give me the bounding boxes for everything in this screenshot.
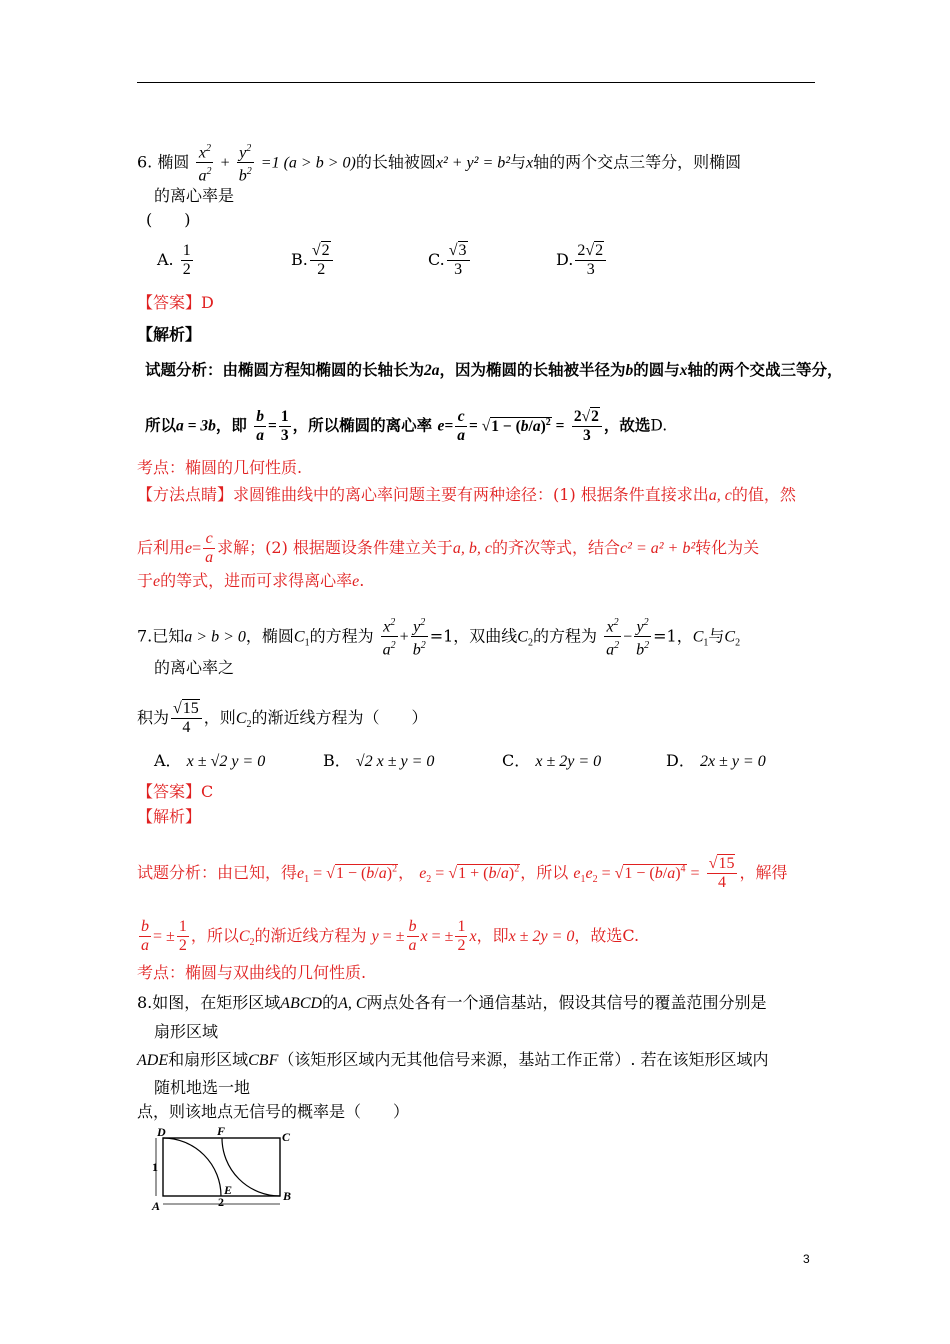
label-two: 2: [218, 1195, 224, 1209]
q7-option-a: A． x ± √2 y = 0: [154, 751, 266, 770]
q6-option-d: D. $\frac{2√2}{3}$: [556, 242, 608, 279]
q7-answer: 【答案】C: [137, 782, 214, 801]
q7-option-c: C． x ± 2y = 0: [502, 751, 602, 770]
label-e: E: [224, 1183, 233, 1197]
header-rule: [137, 82, 815, 83]
q6-option-a: A. $\frac{1}{2}$: [157, 242, 191, 278]
label-f: F: [217, 1124, 226, 1138]
q6-paren: ( ): [146, 210, 191, 229]
label-one: 1: [152, 1160, 158, 1174]
q7-analysis-line1: 试题分析：由已知，得$e_1 = √1 - (b/a)^2$， $e_2 = √1 + (b/a)^2$，所以 $e_1e_2 = √1 - (b/a)^4$ = $\frac{√15}{4}$ ，解得: [137, 855, 788, 891]
q6-analysis-line2: 所以a = 3b，即 $\frac{b}{a}$ = $\frac{1}{3}$ ，所以椭圆的离心率 e= $\frac{c}{a}$ = $√1 - (b/a)^2$ = $\frac{2√2}{3}$ ，故选D.: [145, 408, 668, 444]
rectangle-abcd: [163, 1138, 280, 1196]
q8-stem-line4: 随机地选一地: [154, 1078, 251, 1097]
q7-kaodian: 考点：椭圆与双曲线的几何性质.: [137, 963, 367, 982]
label-d: D: [157, 1125, 166, 1139]
q7-stem-line3: 积为 $\frac{√15}{4}$ ，则$C_2$的渐近线方程为（ ）: [137, 700, 428, 736]
q6-analysis-tag: 【解析】: [137, 325, 202, 344]
q7-analysis-tag: 【解析】: [137, 807, 202, 826]
arc-de: [163, 1138, 221, 1196]
page-number: 3: [803, 1252, 810, 1266]
q8-stem-line1: 8.如图，在矩形区域ABCD的A, C两点处各有一个通信基站，假设其信号的覆盖范围分别是: [137, 993, 767, 1012]
label-c: C: [282, 1130, 291, 1144]
q7-option-d: D． 2x ± y = 0: [666, 751, 766, 770]
q6-option-c: C. $\frac{√3}{3}$: [428, 242, 472, 279]
q6-method-line2: 后利用e= $\frac{c}{a}$ 求解；(2) 根据题设条件建立关于a, b, c的齐次等式，结合c² = a² + b²转化为关: [137, 530, 760, 566]
q7-stem-line1: 7.已知a > b > 0，椭圆$C_1$的方程为 $\frac{x^2}{a^2}$ + $\frac{y^2}{b^2}$ =1，双曲线$C_2$的方程为 $\frac{x^2}{a^2}$ − $\frac{y^2}{b^2}$ =1，$C_1$与$C_2$: [137, 614, 740, 660]
q7-analysis-line2: $\frac{b}{a}$ = ± $\frac{1}{2}$ ，所以$C_2$的渐近线方程为 y = ± $\frac{b}{a}$ x = ± $\frac{1}{2}$ x，即x ± 2y = 0，故选C.: [141, 918, 640, 954]
q8-stem-line5: 点，则该地点无信号的概率是（ ）: [137, 1102, 410, 1121]
q6-method-line3: 于e的等式，进而可求得离心率e.: [137, 571, 365, 590]
q8-rectangle-figure: [148, 1124, 298, 1214]
q7-option-b: B． √2 x ± y = 0: [323, 751, 435, 770]
q6-option-b: B. $\frac{√2}{2}$: [291, 242, 335, 279]
q6-kaodian: 考点：椭圆的几何性质.: [137, 458, 303, 477]
q6-stem-line2: 的离心率是: [154, 186, 235, 205]
label-b: B: [283, 1189, 292, 1203]
q6-method-line1: 【方法点睛】求圆锥曲线中的离心率问题主要有两种途径：(1) 根据条件直接求出a, c的值，然: [137, 485, 796, 504]
q8-stem-line3: ADE和扇形区域CBF（该矩形区域内无其他信号来源，基站工作正常）. 若在该矩形区域内: [137, 1050, 769, 1069]
q6-frac-x: $\frac{x^2}{a^2}$: [196, 140, 213, 186]
q6-stem-line1: 6. 椭圆 $\frac{x^2}{a^2}$ + $\frac{y^2}{b^2}$ =1 (a > b > 0)的长轴被圆x² + y² = b²与x轴的两个交点三等分，则椭圆: [137, 140, 741, 186]
q8-stem-line2: 扇形区域: [154, 1022, 219, 1041]
q6-answer: 【答案】D: [137, 293, 214, 312]
q6-frac-y: $\frac{y^2}{b^2}$: [237, 140, 254, 186]
label-a: A: [152, 1199, 161, 1213]
q6-analysis-line1: 试题分析：由椭圆方程知椭圆的长轴长为2a，因为椭圆的长轴被半径为b的圆与x轴的两个交战三等分，: [145, 360, 843, 379]
q7-stem-line2: 的离心率之: [154, 658, 235, 677]
